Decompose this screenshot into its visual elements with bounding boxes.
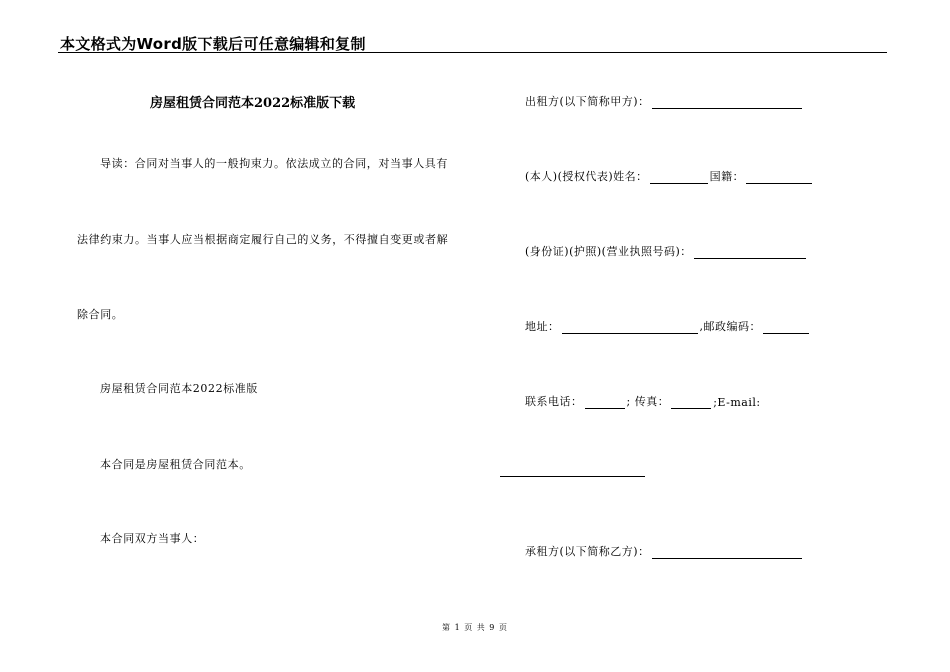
paragraph-intro-2: 法律约束力。当事人应当根据商定履行自己的义务，不得擅自变更或者解 — [77, 233, 449, 246]
field-phone-label: 联系电话： — [525, 395, 583, 408]
field-id — [525, 243, 808, 259]
paragraph-intro-3: 除合同。 — [77, 308, 124, 321]
field-contact — [525, 393, 761, 409]
field-address-blank — [562, 322, 698, 334]
header-divider — [58, 52, 887, 53]
field-phone-blank — [585, 397, 625, 409]
field-email-blank-line — [500, 476, 645, 477]
field-id-blank — [694, 247, 806, 259]
document-title: 房屋租赁合同范本2022标准版下载 — [150, 96, 356, 111]
field-postcode-label: ,邮政编码： — [699, 320, 761, 333]
field-address-label: 地址： — [525, 320, 560, 333]
page-indicator: 第 1 页 共 9 页 — [442, 623, 508, 632]
field-name-blank — [650, 172, 708, 184]
field-fax-blank — [671, 397, 711, 409]
paragraph-parties: 本合同双方当事人： — [100, 532, 205, 545]
field-email-label: ;E-mail: — [713, 396, 761, 409]
field-lessee-label: 承租方(以下简称乙方)： — [525, 545, 650, 558]
paragraph-subtitle: 房屋租赁合同范本2022标准版 — [100, 382, 258, 395]
field-address-postcode — [525, 318, 811, 334]
field-lessor-label: 出租方(以下简称甲方)： — [525, 95, 650, 108]
field-postcode-blank — [763, 322, 809, 334]
field-name-nationality — [525, 168, 814, 184]
field-lessee-blank — [652, 547, 802, 559]
field-lessor — [525, 93, 804, 109]
field-lessor-blank — [652, 97, 802, 109]
field-fax-label: ; 传真： — [626, 395, 670, 408]
field-nationality-label: 国籍： — [709, 170, 745, 183]
field-lessee — [525, 543, 804, 559]
document-header: 本文格式为Word版下载后可任意编辑和复制 — [60, 35, 366, 53]
field-nationality-blank — [746, 172, 812, 184]
field-id-label: (身份证)(护照)(营业执照号码)： — [525, 245, 692, 258]
field-name-label: (本人)(授权代表)姓名： — [525, 170, 648, 183]
paragraph-contract-intro: 本合同是房屋租赁合同范本。 — [100, 458, 251, 471]
paragraph-intro-1: 导读：合同对当事人的一般拘束力。依法成立的合同，对当事人具有 — [100, 157, 448, 170]
